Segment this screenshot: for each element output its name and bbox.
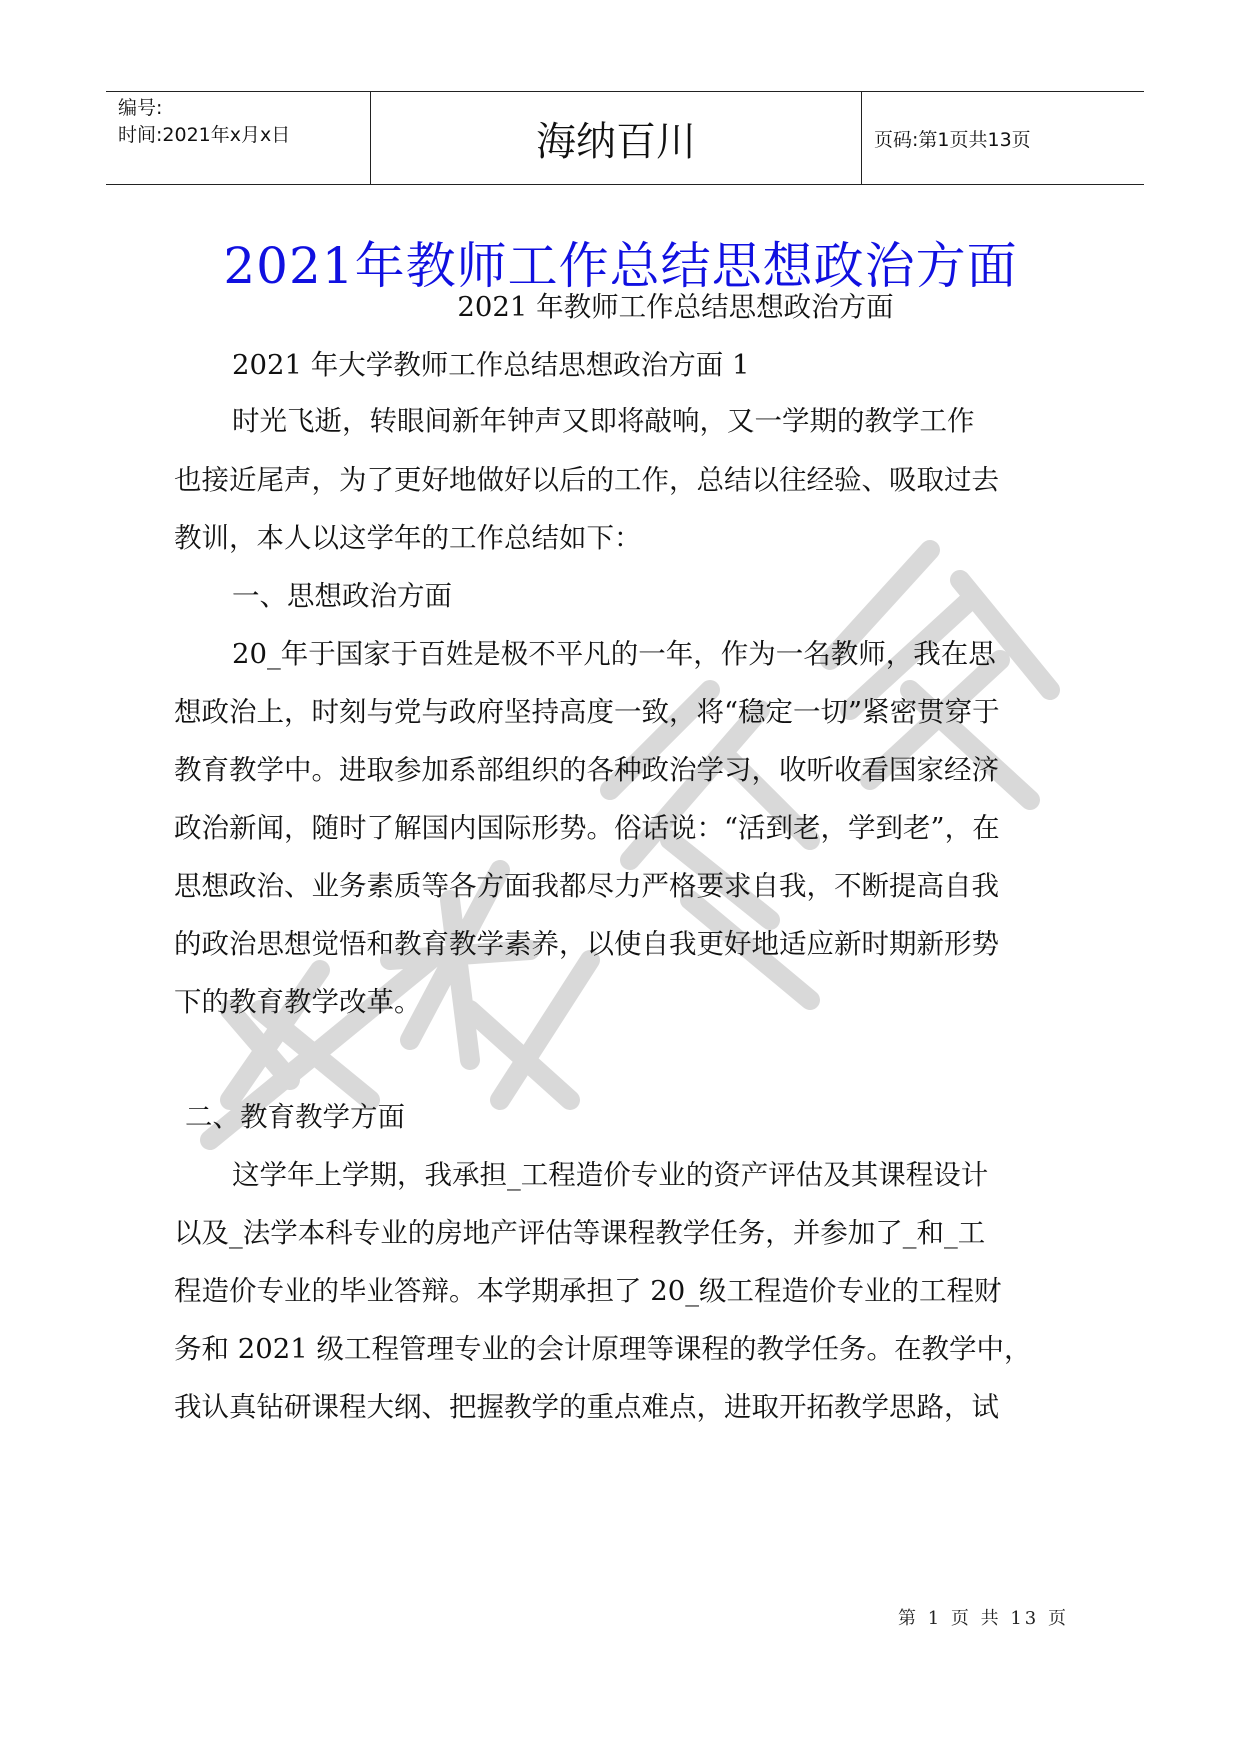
page-footer: 第 1 页 共 13 页 <box>898 1608 1069 1629</box>
paragraph-line: 20_年于国家于百姓是极不平凡的一年，作为一名教师，我在思 <box>232 638 996 670</box>
paragraph-line: 我认真钻研课程大纲、把握教学的重点难点，进取开拓教学思路，试 <box>174 1391 999 1423</box>
paragraph-line: 政治新闻，随时了解国内国际形势。俗话说：“活到老，学到老”，在 <box>174 812 1000 844</box>
paragraph-line: 的政治思想觉悟和教育教学素养，以使自我更好地适应新时期新形势 <box>174 928 999 960</box>
section-heading-line: 二、教育教学方面 <box>185 1101 405 1133</box>
paragraph-line: 也接近尾声，为了更好地做好以后的工作，总结以往经验、吸取过去 <box>174 464 999 496</box>
section-heading-line: 2021 年大学教师工作总结思想政治方面 1 <box>232 349 750 381</box>
brand-cell <box>371 92 862 184</box>
paragraph-line: 这学年上学期，我承担_工程造价专业的资产评估及其课程设计 <box>232 1159 989 1191</box>
page-code-cell <box>862 92 1144 184</box>
paragraph-line: 时光飞逝，转眼间新年钟声又即将敲响，又一学期的教学工作 <box>232 405 975 437</box>
watermark-graphic <box>170 540 1070 1160</box>
paragraph-line: 教训，本人以这学年的工作总结如下： <box>174 522 642 554</box>
subtitle-line: 2021 年教师工作总结思想政治方面 <box>457 291 894 323</box>
paragraph-line: 务和 2021 级工程管理专业的会计原理等课程的教学任务。在教学中， <box>174 1333 1032 1365</box>
brand-text: 海纳百川 <box>536 118 696 165</box>
paragraph-line: 下的教育教学改革。 <box>174 986 422 1018</box>
paragraph-line: 以及_法学本科专业的房地产评估等课程教学任务，并参加了_和_工 <box>174 1217 986 1249</box>
document-header-table <box>106 91 1144 185</box>
paragraph-line: 想政治上，时刻与党与政府坚持高度一致，将“稳定一切”紧密贯穿于 <box>174 696 1000 728</box>
time-label: 时间:2021年x月x日 <box>118 124 291 146</box>
document-title: 2021年教师工作总结思想政治方面 <box>223 237 1018 295</box>
paragraph-line: 思想政治、业务素质等各方面我都尽力严格要求自我，不断提高自我 <box>174 870 999 902</box>
paragraph-line: 程造价专业的毕业答辩。本学期承担了 20_级工程造价专业的工程财 <box>174 1275 1002 1307</box>
paragraph-line: 教育教学中。进取参加系部组织的各种政治学习，收听收看国家经济 <box>174 754 999 786</box>
page-code-label: 页码:第1页共13页 <box>874 128 1031 151</box>
section-heading-line: 一、思想政治方面 <box>232 580 452 612</box>
header-meta-cell <box>106 92 371 184</box>
number-label: 编号: <box>118 97 163 119</box>
